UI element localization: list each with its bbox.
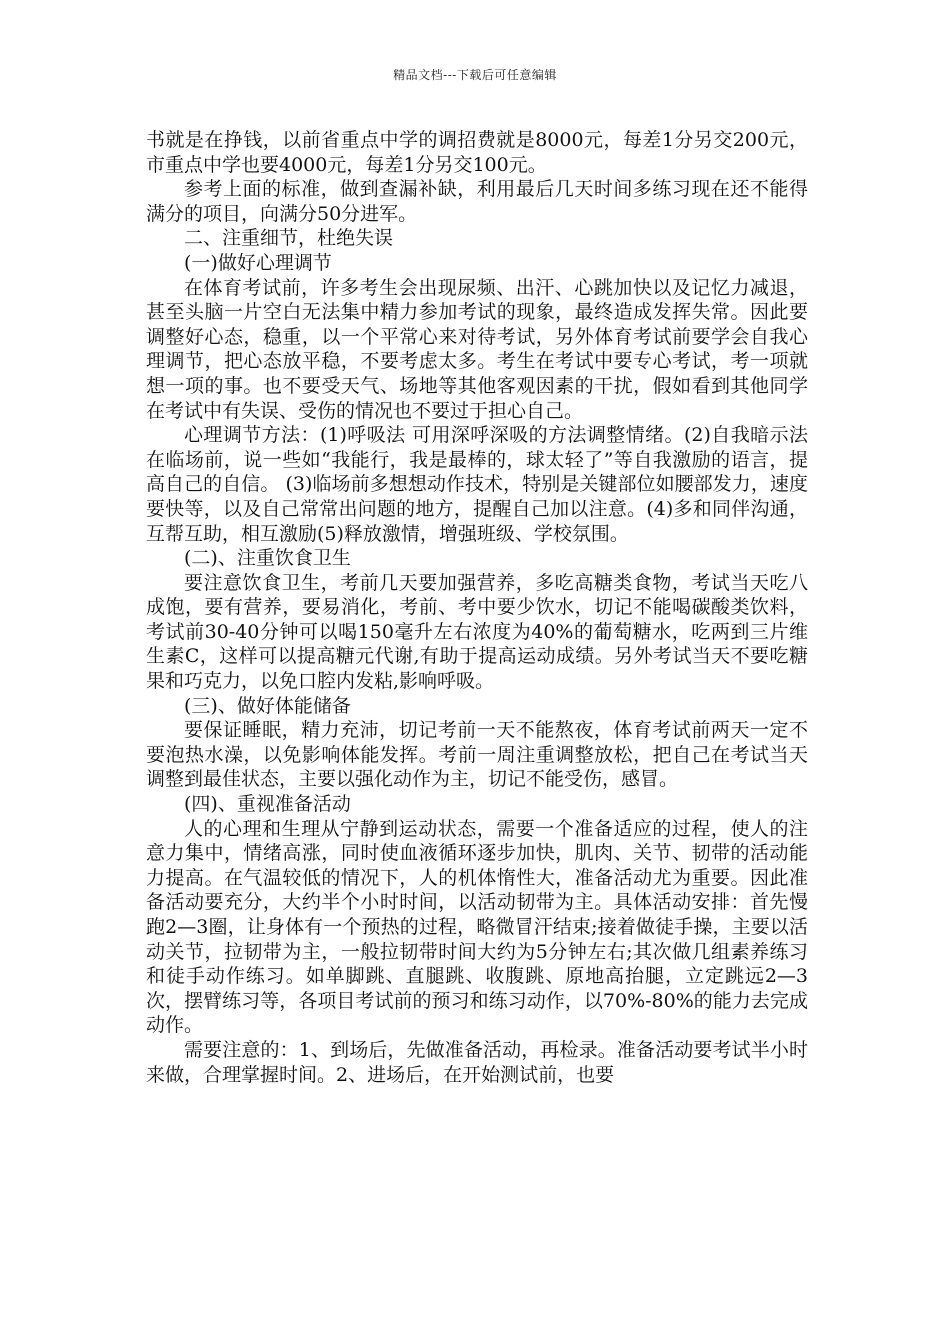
paragraph: 要注意饮食卫生，考前几天要加强营养，多吃高糖类食物，考试当天吃八成饱，要有营养，要易消化，考前、考中要少饮水，切记不能喝碳酸类饮料，考试前30-40分钟可以喝150毫升左右浓度为40%的葡萄糖水，吃两到三片维生素C，这样可以提高糖元代谢,有助于提高运动成绩。另外考试当天不要吃糖果和巧克力，以免口腔内发粘,影响呼吸。 bbox=[146, 571, 808, 693]
paragraph: 书就是在挣钱，以前省重点中学的调招费就是8000元，每差1分另交200元，市重点中学也要4000元，每差1分另交100元。 bbox=[146, 129, 808, 176]
subsection-heading: (二)、注重饮食卫生 bbox=[184, 547, 351, 570]
paragraph: 在体育考试前，许多考生会出现尿频、出汗、心跳加快以及记忆力减退，甚至头脑一片空白无法集中精力参加考试的现象，最终造成发挥失常。因此要调整好心态，稳重，以一个平常心来对待考试，另外体育考试前要学会自我心理调节，把心态放平稳，不要考虑太多。考生在考试中要专心考试，考一项就想一项的事。也不要受天气、场地等其他客观因素的干扰，假如看到其他同学在考试中有失误、受伤的情况也不要过于担心自己。 bbox=[146, 276, 808, 422]
subsection-heading: (一)做好心理调节 bbox=[184, 251, 332, 274]
subsection-heading: (四)、重视准备活动 bbox=[184, 793, 351, 816]
paragraph: 需要注意的：1、到场后，先做准备活动，再检录。准备活动要考试半小时来做，合理掌握时间。2、进场后，在开始测试前，也要 bbox=[146, 1038, 808, 1086]
paragraph: 人的心理和生理从宁静到运动状态，需要一个准备适应的过程，使人的注意力集中，情绪高涨，同时使血液循环逐步加快，肌肉、关节、韧带的活动能力提高。在气温较低的情况下，人的机体惰性大，准备活动尤为重要。因此准备活动要充分，大约半个小时时间，以活动韧带为主。具体活动安排：首先慢跑2—3圈，让身体有一个预热的过程，略微冒汗结束;接着做徒手操，主要以活动关节，拉韧带为主，一般拉韧带时间大约为5分钟左右;其次做几组素养练习和徒手动作练习。如单脚跳、直腿跳、收腹跳、原地高抬腿，立定跳远2—3次，摆臂练习等，各项目考试前的预习和练习动作，以70%-80%的能力去完成动作。 bbox=[146, 817, 808, 1037]
paragraph: 要保证睡眠，精力充沛，切记考前一天不能熬夜，体育考试前两天一定不要泡热水澡，以免影响体能发挥。考前一周注重调整放松，把自己在考试当天调整到最佳状态，主要以强化动作为主，切记不能受伤，感冒。 bbox=[146, 719, 808, 791]
page-header: 精品文档---下载后可任意编辑 bbox=[393, 68, 557, 82]
subsection-heading: (三)、做好体能储备 bbox=[184, 694, 351, 717]
document-body bbox=[146, 128, 808, 1087]
paragraph: 参考上面的标准，做到查漏补缺，利用最后几天时间多练习现在还不能得满分的项目，向满分50分进军。 bbox=[146, 178, 808, 225]
paragraph: 心理调节方法：(1)呼吸法 可用深呼深吸的方法调整情绪。(2)自我暗示法 在临场前，说一些如“我能行，我是最棒的，球太轻了”等自我激励的语言，提高自己的自信。 (3)临场前多想想动作技术，特别是关键部位如腰部发力，速度要快等，以及自己常常出问题的地方，提醒自己加以注意。(4)多和同伴沟通，互帮互助，相互激励(5)释放激情，增强班级、学校氛围。 bbox=[146, 424, 808, 545]
section-heading: 二、注重细节，杜绝失误 bbox=[184, 227, 394, 250]
